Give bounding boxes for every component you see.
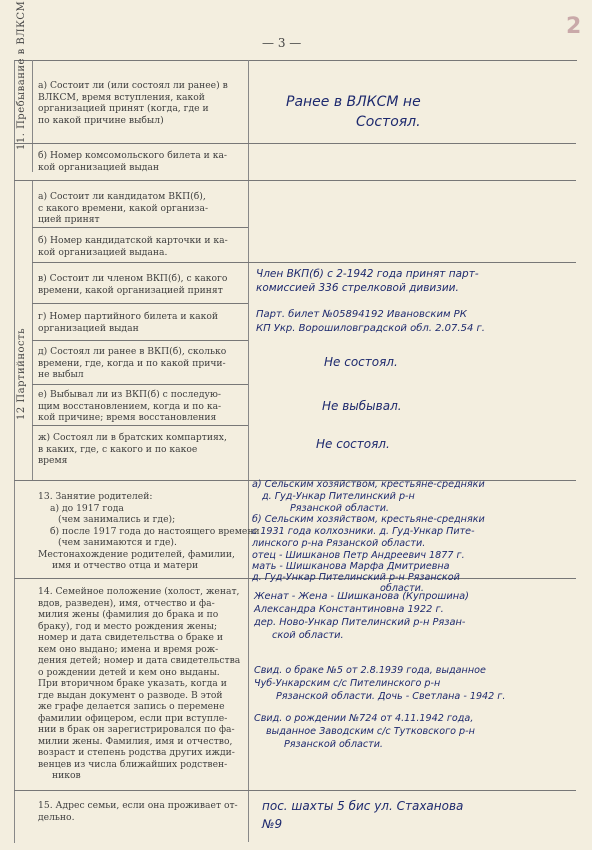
answer-11-line-2: Состоял.: [356, 114, 421, 130]
questionnaire-page: — 3 — 2 11. Пребывание в ВЛКСМ 12 Партийность а) Состоит ли (или состоял ли ранее) в ВЛКСМ, время вступления, какой организацией принят (когда, где и по какой причине выбыл) б) Номер комсомольского билета и ка- кой организацией выдан а) Состоит ли кандидатом ВКП(б), с какого времени, какой организа- цией принят б) Номер кандидатской карточки и ка- кой организацией выдана. в) Состоит ли членом ВКП(б), с какого времени, какой организацией принят г) Номер партийного билета и какой организацией выдан д) Состоял ли ранее в ВКП(б), сколько времени, где, когда и по какой причи- не выбыл е) Выбывал ли из ВКП(б) с последую- щим восстановлением, когда и по ка- кой причине; время восстановления ж) Состоял ли в братских компартиях, в каких, где, с какого и по какое время 13. Занятие родителей: а) до 1917 года (чем занимались и где); б) после 1917 года до настоящего времени (чем занимаются и где). Местонахождение родителей, фамилии, имя и отчество отца и матери 14. Семейное положение (холост, женат, вдов, разведен), имя, отчество и фа- милия жены (фамилия до брака и по браку), год и место рождения жены; номер и дата свидетельства о браке и кем оно выдано; имена и время рож- дения детей; номер и дата свидетельства о рождении детей и кем оно выданы. При вторичном браке указать, когда и где выдан документ о разводе. В этой же графе делается запись о перемене фамилии офицером, если при вступле- нии в брак он зарегистрировался по фа- милии жены. Фамилия, имя и отчество, возраст и степень родства других ижди- венцев из числа ближайших родствен- ников 15. Адрес семьи, если она проживает от- дельно. Ранее в ВЛКСМ не Состоял. Член ВКП(б) с 2-1942 года принят парт- комиссией 336 стрелковой дивизии. Парт. билет №05894192 Ивановским РК КП Укр. Ворошиловградской обл. 2.07.54 г. Не состоял. Не выбывал. Не состоял. а) Сельским хозяйством, крестьяне-средняки д. Гуд-Ункар Пителинский р-н Рязанской области. б) Сельским хозяйством, крестьяне-средняки с 1931 года колхозники. д. Гуд-Ункар Пите- линского р-на Рязанской области. отец - Шишканов Петр Андреевич 1877 г. мать - Шишканова Марфа Дмитриевна д. Гуд-Ункар Пителинский р-н Рязанской области. Женат - Жена - Шишканова (Купрошина) Александра Константиновна 1922 г. дер. Ново-Ункар Пителинский р-н Рязан- ской области. Свид. о браке №5 от 2.8.1939 года, выданное Чуб-Ункарским с/с Пителинского р-н Рязанской области. Дочь - Светлана - 1942 г. Свид. о рождении №724 от 4.11.1942 года, выданное Заводским с/с Тутковского р-н Рязанской области. пос. шахты 5 бис ул. Стаханова №9: [0, 0, 592, 850]
question-12zh: ж) Состоял ли в братских компартиях, в каких, где, с какого и по какое время: [38, 432, 227, 466]
question-12a: а) Состоит ли кандидатом ВКП(б), с какого времени, какой организа- цией принят: [38, 191, 209, 225]
question-12g: г) Номер партийного билета и какой организацией выдан: [38, 311, 219, 334]
question-11a: а) Состоит ли (или состоял ли ранее) в ВЛКСМ, время вступления, какой организацией принят (когда, где и по какой причине выбыл): [38, 80, 228, 126]
answer-column-divider: [248, 60, 249, 842]
question-12b: б) Номер кандидатской карточки и ка- кой организацией выдана.: [38, 235, 228, 258]
row-separator: [32, 262, 576, 263]
answer-12zh: Не состоял.: [316, 437, 390, 451]
question-12v: в) Состоит ли членом ВКП(б), с какого времени, какой организацией принят: [38, 273, 228, 296]
page-number: — 3 —: [262, 36, 302, 50]
answer-15-line-1: пос. шахты 5 бис ул. Стаханова: [262, 799, 464, 813]
row-separator: [32, 425, 248, 426]
row-separator: [32, 340, 248, 341]
answer-12e: Не выбывал.: [322, 399, 402, 413]
row-separator: [14, 180, 576, 181]
question-12e: е) Выбывал ли из ВКП(б) с последую- щим восстановлением, когда и по ка- кой причине; время восстановления: [38, 389, 222, 423]
answer-12d: Не состоял.: [324, 355, 398, 369]
answer-15-line-2: №9: [262, 817, 283, 831]
row-separator: [32, 303, 248, 304]
corner-page-mark: 2: [566, 14, 582, 39]
answer-12g-line-2: КП Укр. Ворошиловградской обл. 2.07.54 г.: [256, 323, 485, 334]
row-separator: [14, 790, 576, 791]
section-12-label-divider: [32, 180, 33, 480]
question-13: 13. Занятие родителей: а) до 1917 года (чем занимались и где); б) после 1917 года до настоящего времени (чем занимаются и где). Местонахождение родителей, фамилии, имя и отчество отца и матери: [38, 491, 260, 571]
question-11b: б) Номер комсомольского билета и ка- кой организацией выдан: [38, 150, 228, 173]
answer-12g-line-1: Парт. билет №05894192 Ивановским РК: [256, 309, 467, 320]
answer-12v-line-1: Член ВКП(б) с 2-1942 года принят парт-: [256, 268, 479, 280]
question-15: 15. Адрес семьи, если она проживает от- дельно.: [38, 800, 238, 823]
answer-11-line-1: Ранее в ВЛКСМ не: [286, 94, 421, 110]
row-separator: [32, 227, 248, 228]
row-separator: [14, 143, 576, 144]
question-12d: д) Состоял ли ранее в ВКП(б), сколько времени, где, когда и по какой причи- не выбыл: [38, 346, 227, 380]
answer-12v-line-2: комиссией 336 стрелковой дивизии.: [256, 282, 459, 294]
question-14: 14. Семейное положение (холост, женат, вдов, разведен), имя, отчество и фа- милия жены (фамилия до брака и по браку), год и место рождения жены; номер и дата свидетельства о браке и кем оно выдано; имена и время рож- дения детей; номер и дата свидетельства о рождении детей и кем оно выданы. При вторичном браке указать, когда и где выдан документ о разводе. В этой же графе делается запись о перемене фамилии офицером, если при вступле- нии в брак он зарегистрировался по фа- милии жены. Фамилия, имя и отчество, возраст и степень родства других ижди- венцев из числа ближайших родствен- ников: [38, 586, 241, 781]
section-12-label: 12 Партийность: [16, 327, 27, 420]
section-11-label: 11. Пребывание в ВЛКСМ: [16, 0, 27, 150]
section-11-label-divider: [32, 60, 33, 172]
row-separator: [32, 384, 248, 385]
